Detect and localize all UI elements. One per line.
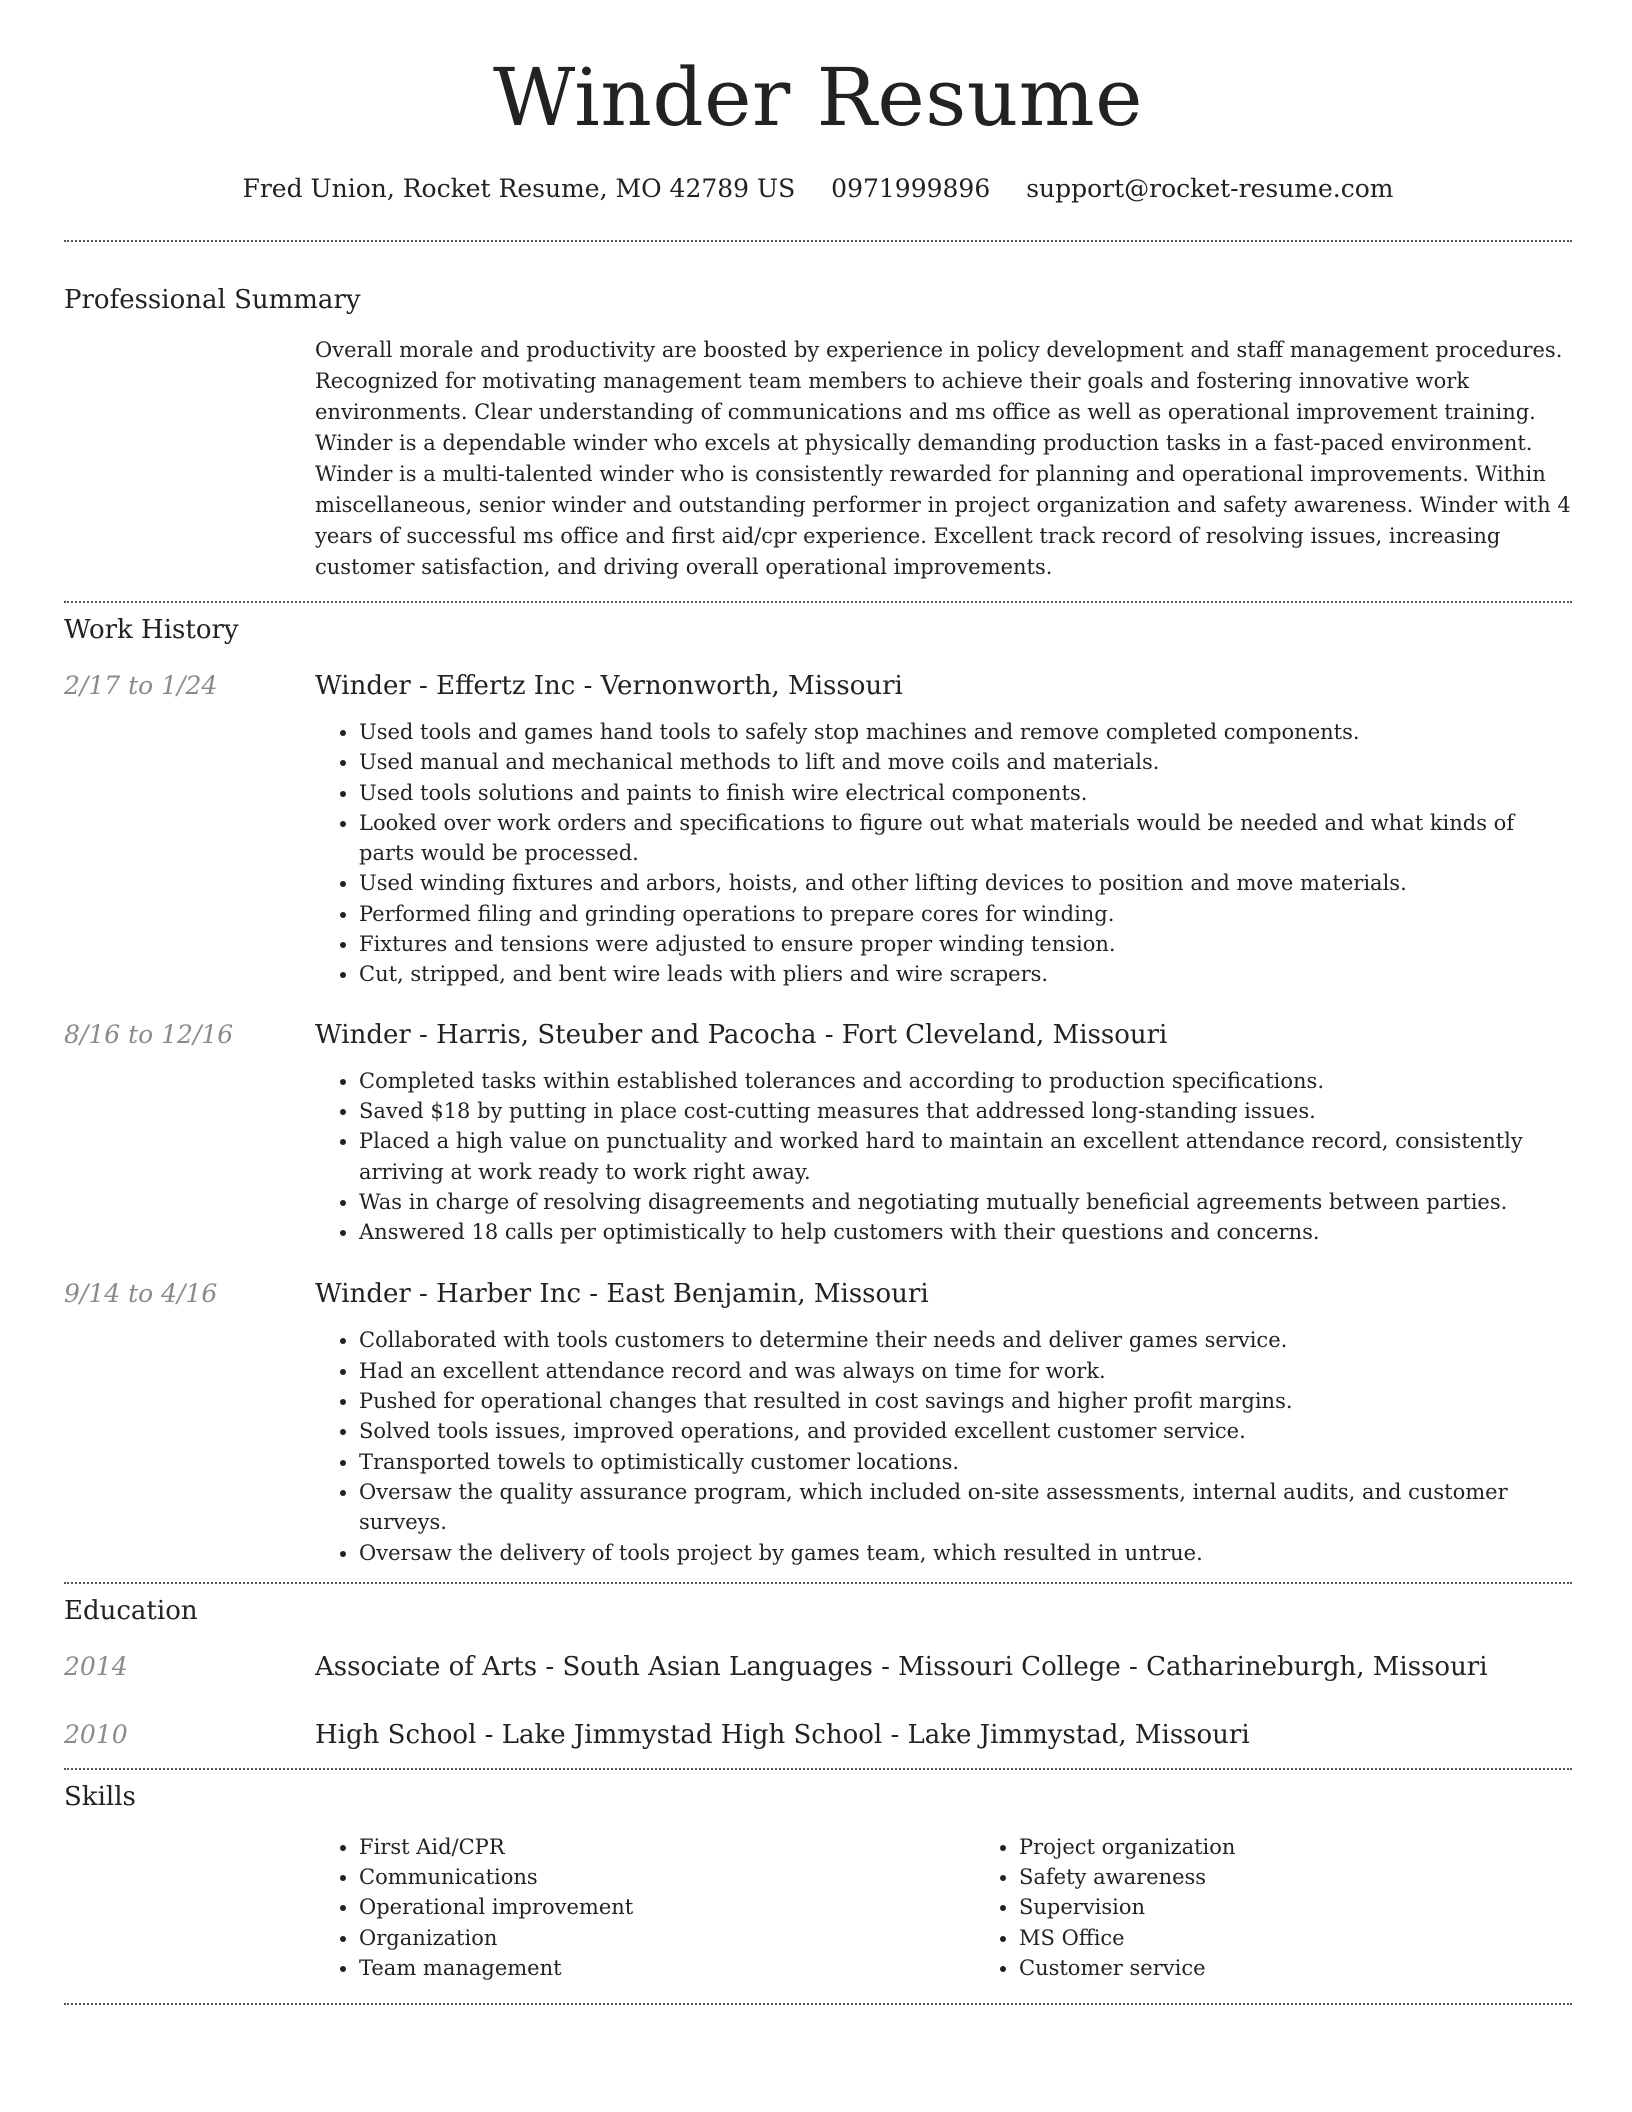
section-title-education: Education: [64, 1595, 198, 1626]
education-entry: [64, 1718, 1572, 1752]
job-bullet: • Cut, stripped, and bent wire leads with pliers and wire scrapers.: [359, 959, 1572, 989]
resume-title: Winder Resume: [492, 51, 1143, 144]
education-entry: [64, 1650, 1572, 1684]
skills-list-right: [975, 1832, 1632, 1983]
job-bullet-list: [315, 717, 1572, 990]
job-bullet: • Answered 18 calls per optimistically to help customers with their questions and concerns.: [359, 1217, 1572, 1247]
section-title-skills: Skills: [64, 1781, 136, 1812]
education-title: High School - Lake Jimmystad High School - Lake Jimmystad, Missouri: [315, 1719, 1250, 1750]
job-bullet: • Had an excellent attendance record and was always on time for work.: [359, 1356, 1572, 1386]
contact-phone: 0971999896: [831, 174, 991, 203]
job-title: Winder - Effertz Inc - Vernonworth, Missouri: [315, 671, 903, 701]
education-body: [315, 1650, 1572, 1684]
job-bullet: • Pushed for operational changes that resulted in cost savings and higher profit margins.: [359, 1386, 1572, 1416]
skill-item: • Operational improvement: [359, 1892, 975, 1922]
job-bullet: • Used tools and games hand tools to safely stop machines and remove completed components.: [359, 717, 1572, 747]
summary-section: [64, 283, 1572, 583]
resume-page: [64, 48, 1572, 2005]
job-bullet: • Used winding fixtures and arbors, hoists, and other lifting devices to position and move materials.: [359, 868, 1572, 898]
skill-item: • First Aid/CPR: [359, 1832, 975, 1862]
job-bullet: • Collaborated with tools customers to determine their needs and deliver games service.: [359, 1325, 1572, 1355]
job-entry: [64, 1277, 1572, 1567]
job-bullet: • Transported towels to optimistically customer locations.: [359, 1447, 1572, 1477]
contact-line: [64, 172, 1572, 206]
skill-item: • Customer service: [1019, 1953, 1632, 1983]
job-bullet: • Oversaw the quality assurance program, which included on-site assessments, internal audits, and customer surveys.: [359, 1477, 1572, 1538]
job-bullet-list: [315, 1066, 1572, 1248]
skill-item: • MS Office: [1019, 1923, 1632, 1953]
education-year: 2010: [64, 1719, 128, 1749]
skill-item: • Safety awareness: [1019, 1862, 1632, 1892]
job-bullet: • Used manual and mechanical methods to lift and move coils and materials.: [359, 747, 1572, 777]
skills-columns: [315, 1832, 1572, 1983]
job-bullet: • Saved $18 by putting in place cost-cutting measures that addressed long-standing issues.: [359, 1096, 1572, 1126]
job-body: [315, 669, 1572, 990]
job-dates: 2/17 to 1/24: [64, 671, 218, 700]
education-section: [64, 1594, 1572, 1752]
divider: [64, 601, 1572, 603]
education-title: Associate of Arts - South Asian Languages - Missouri College - Catharineburgh, Missouri: [315, 1651, 1488, 1682]
contact-address: Fred Union, Rocket Resume, MO 42789 US: [242, 174, 796, 203]
skill-item: • Project organization: [1019, 1832, 1632, 1862]
divider: [64, 2003, 1572, 2005]
skill-item: • Supervision: [1019, 1892, 1632, 1922]
job-bullet: • Placed a high value on punctuality and worked hard to maintain an excellent attendance record, consistently arriving at work ready to work right away.: [359, 1126, 1572, 1187]
skills-list-left: [315, 1832, 975, 1983]
job-body: [315, 1277, 1572, 1567]
job-title: Winder - Harris, Steuber and Pacocha - Fort Cleveland, Missouri: [315, 1019, 1168, 1050]
summary-text: Overall morale and productivity are boosted by experience in policy development and staff management procedures. Recognized for motivating management team members to achieve their goals and fostering innovative work environments. Clear understanding of communications and ms office as well as operational improvement training. Winder is a dependable winder who excels at physically demanding production tasks in a fast-paced environment. Winder is a multi-talented winder who is consistently rewarded for planning and operational improvements. Within miscellaneous, senior winder and outstanding performer in project organization and safety awareness. Winder with 4 years of successful ms office and first aid/cpr experience. Excellent track record of resolving issues, increasing customer satisfaction, and driving overall operational improvements.: [315, 338, 1571, 579]
education-year: 2014: [64, 1651, 128, 1681]
job-bullet-list: [315, 1325, 1572, 1567]
job-bullet: • Solved tools issues, improved operations, and provided excellent customer service.: [359, 1416, 1572, 1446]
section-title-summary: Professional Summary: [64, 285, 361, 315]
skill-item: • Team management: [359, 1953, 975, 1983]
education-body: [315, 1718, 1572, 1752]
skill-item: • Organization: [359, 1923, 975, 1953]
contact-email: support@rocket-resume.com: [1026, 174, 1394, 203]
job-bullet: • Used tools solutions and paints to finish wire electrical components.: [359, 778, 1572, 808]
skill-item: • Communications: [359, 1862, 975, 1892]
skills-section: [64, 1780, 1572, 1983]
work-history-section: [64, 613, 1572, 1568]
job-bullet: • Was in charge of resolving disagreements and negotiating mutually beneficial agreements between parties.: [359, 1187, 1572, 1217]
divider: [64, 1768, 1572, 1770]
divider: [64, 240, 1572, 242]
section-title-work-history: Work History: [64, 615, 239, 645]
job-dates: 9/14 to 4/16: [64, 1279, 218, 1309]
job-bullet: • Fixtures and tensions were adjusted to ensure proper winding tension.: [359, 929, 1572, 959]
job-bullet: • Performed filing and grinding operations to prepare cores for winding.: [359, 899, 1572, 929]
divider: [64, 1582, 1572, 1584]
job-entry: [64, 669, 1572, 990]
job-title: Winder - Harber Inc - East Benjamin, Missouri: [315, 1279, 929, 1310]
job-dates: 8/16 to 12/16: [64, 1019, 234, 1049]
job-bullet: • Completed tasks within established tolerances and according to production specifications.: [359, 1066, 1572, 1096]
job-bullet: • Oversaw the delivery of tools project by games team, which resulted in untrue.: [359, 1538, 1572, 1568]
job-body: [315, 1018, 1572, 1248]
job-entry: [64, 1018, 1572, 1248]
job-bullet: • Looked over work orders and specifications to figure out what materials would be needed and what kinds of parts would be processed.: [359, 808, 1572, 869]
